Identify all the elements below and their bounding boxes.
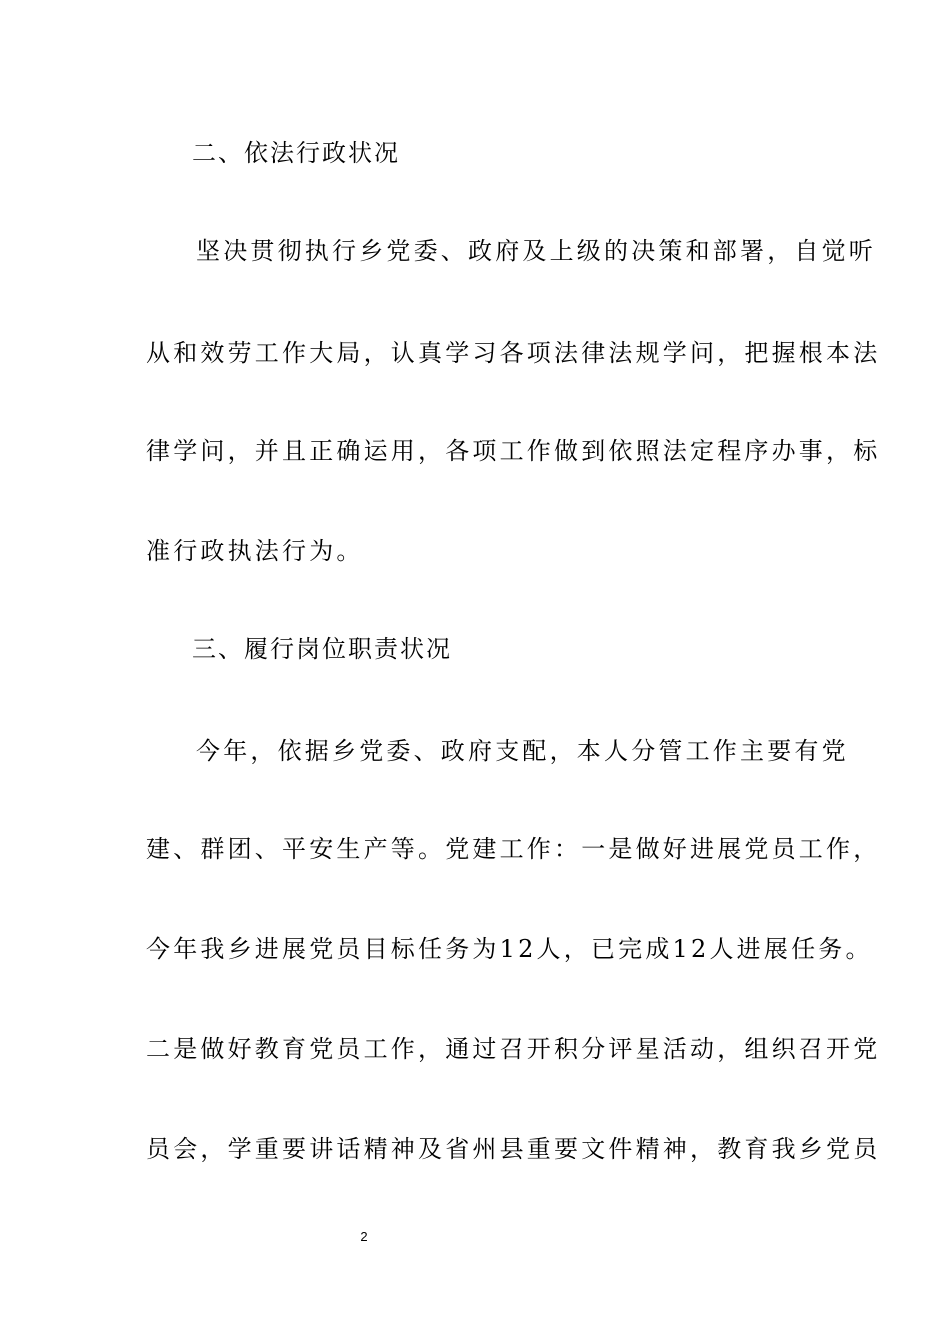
section-2-paragraph-line: 从和效劳工作大局，认真学习各项法律法规学问，把握根本法 — [146, 339, 881, 367]
section-3-paragraph-line: 今年我乡进展党员目标任务为12人，已完成12人进展任务。 — [146, 935, 873, 963]
section-3-paragraph-line: 建、群团、平安生产等。党建工作：一是做好进展党员工作， — [146, 835, 881, 863]
page-number: 2 — [360, 1229, 368, 1244]
section-2-heading: 二、依法行政状况 — [192, 139, 400, 167]
section-2-paragraph-line: 律学问，并且正确运用，各项工作做到依照法定程序办事，标 — [146, 437, 881, 465]
section-3-heading: 三、履行岗位职责状况 — [192, 635, 452, 663]
section-3-paragraph-line: 今年，依据乡党委、政府支配，本人分管工作主要有党 — [196, 737, 849, 765]
section-3-paragraph-line: 二是做好教育党员工作，通过召开积分评星活动，组织召开党 — [146, 1035, 881, 1063]
section-3-paragraph-line: 员会，学重要讲话精神及省州县重要文件精神，教育我乡党员 — [146, 1135, 881, 1163]
section-2-paragraph-line: 准行政执法行为。 — [146, 537, 364, 565]
section-2-paragraph-line: 坚决贯彻执行乡党委、政府及上级的决策和部署，自觉听 — [196, 237, 876, 265]
